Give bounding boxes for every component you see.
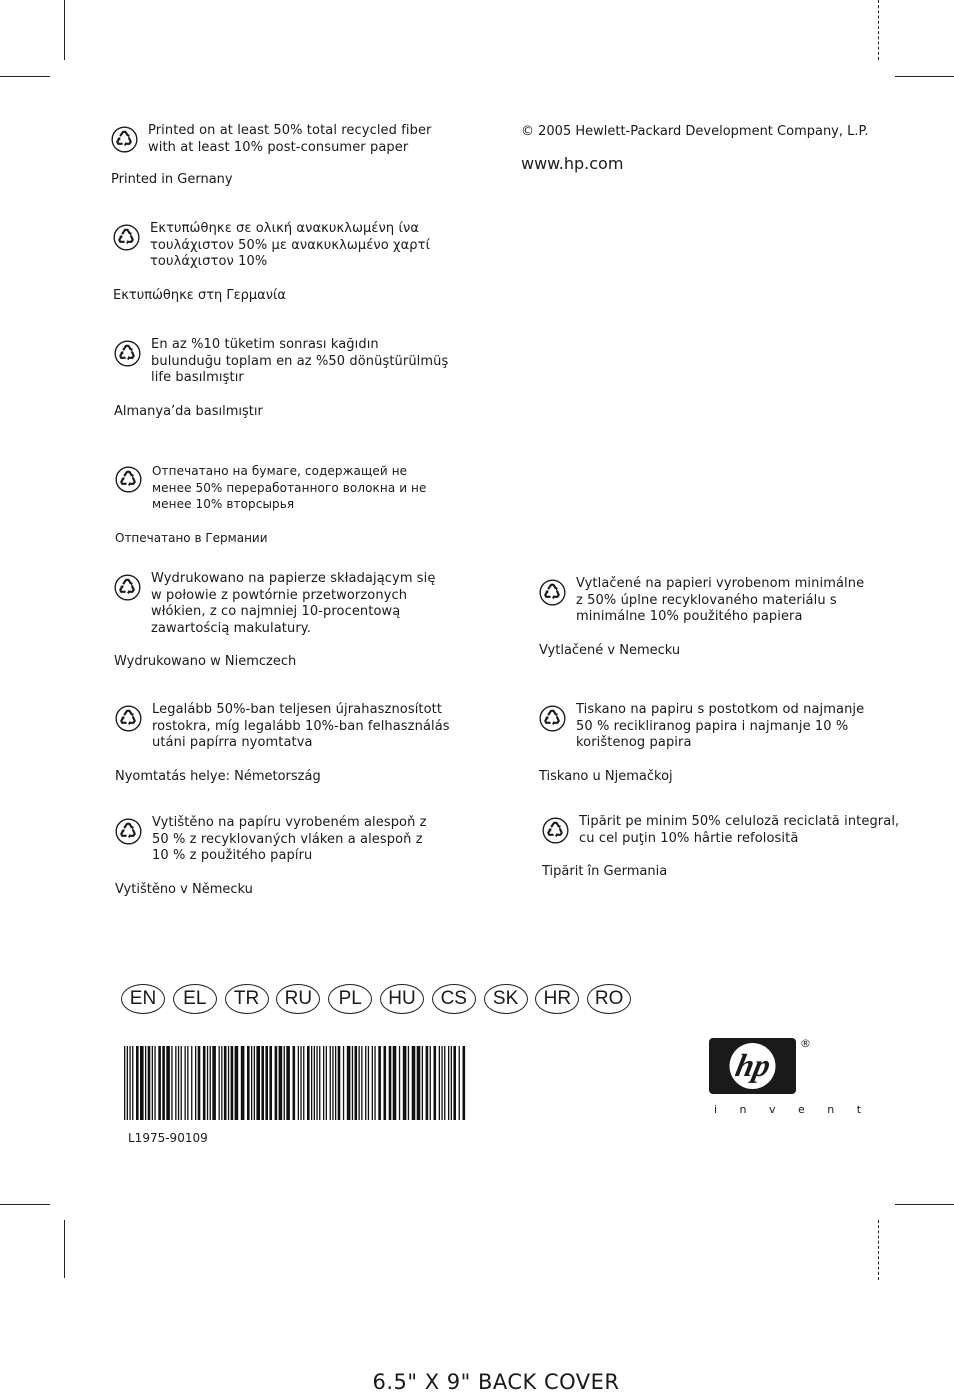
barcode-bar xyxy=(210,1046,211,1120)
barcode-bar xyxy=(261,1046,264,1120)
barcode-bar xyxy=(361,1046,362,1120)
recycle-text: Legalább 50%-ban teljesen újrahasznosított rostokra, míg legalább 10%-ban felhasználás utáni papírra nyomtatva xyxy=(152,702,450,751)
barcode-bar xyxy=(178,1046,179,1120)
barcode-bar xyxy=(330,1046,331,1120)
language-code-hr: HR xyxy=(535,984,579,1014)
barcode-bar xyxy=(352,1046,353,1120)
crop-mark xyxy=(0,1204,50,1205)
recycle-text: Отпечатано на бумаге, содержащей не менее 50% переработанного волокна и не менее 10% вторсырья xyxy=(152,464,427,512)
barcode-bar xyxy=(175,1046,176,1120)
printed-location: Almanya’da basılmıştır xyxy=(114,403,263,419)
barcode-bar xyxy=(365,1046,366,1120)
barcode-bar xyxy=(384,1046,387,1120)
barcode-bar xyxy=(251,1046,252,1120)
recycle-text: Tipărit pe minim 50% celuloză reciclată integral, cu cel puţin 10% hârtie refolosită xyxy=(579,814,900,846)
printed-location: Wydrukowano w Niemczech xyxy=(114,654,297,670)
barcode-bar xyxy=(187,1046,188,1120)
barcode-bar xyxy=(300,1046,301,1120)
barcode-bar xyxy=(374,1046,375,1120)
barcode-bar xyxy=(228,1046,229,1120)
logo-tagline: i n v e n t xyxy=(714,1103,871,1116)
recycle-notice-en xyxy=(111,123,432,188)
printed-location: Nyomtatás helye: Németország xyxy=(115,768,321,784)
recycle-icon xyxy=(115,818,142,845)
crop-mark xyxy=(64,0,65,60)
recycle-notice-ro xyxy=(542,814,899,880)
barcode-bar xyxy=(269,1046,272,1120)
crop-mark xyxy=(0,76,50,77)
crop-mark xyxy=(878,0,880,60)
barcode-bar xyxy=(399,1046,400,1120)
barcode-bar xyxy=(311,1046,312,1120)
recycle-icon xyxy=(115,466,142,493)
barcode-bar xyxy=(171,1046,172,1120)
printed-location: Tiskano u Njemačkoj xyxy=(539,768,673,784)
barcode xyxy=(123,1046,467,1120)
barcode-bar xyxy=(303,1046,304,1120)
language-code-el: EL xyxy=(173,984,217,1014)
barcode-bar xyxy=(284,1046,285,1120)
language-code-ru: RU xyxy=(276,984,320,1014)
hp-logo-box xyxy=(709,1038,796,1094)
recycle-text: Vytlačené na papieri vyrobenom minimálne z 50% úplne recyklovaného materiálu s minimálne 10% použitého papiera xyxy=(576,576,865,625)
barcode-bar xyxy=(319,1046,320,1120)
barcode-bar xyxy=(343,1046,344,1120)
barcode-bar xyxy=(241,1046,245,1120)
barcode-bar xyxy=(441,1046,442,1120)
barcode-bar xyxy=(235,1046,239,1120)
recycle-notice-sk xyxy=(539,576,864,659)
barcode-bar xyxy=(426,1046,429,1120)
barcode-bar xyxy=(439,1046,440,1120)
barcode-bar xyxy=(279,1046,283,1120)
recycle-notice-hu xyxy=(115,702,450,785)
barcode-bar xyxy=(254,1046,255,1120)
barcode-bar xyxy=(298,1046,299,1120)
barcode-bar xyxy=(275,1046,278,1120)
recycle-notice-hr xyxy=(539,702,864,785)
barcode-bar xyxy=(393,1046,397,1120)
barcode-bar xyxy=(359,1046,360,1120)
recycle-icon xyxy=(539,579,566,606)
barcode-bar xyxy=(372,1046,373,1120)
barcode-bar xyxy=(355,1046,358,1120)
recycle-text: En az %10 tüketim sonrası kağıdın bulunduğu toplam en az %50 dönüştürülmüş life basılmıştır xyxy=(151,337,449,386)
barcode-bar xyxy=(154,1046,155,1120)
barcode-bar xyxy=(224,1046,227,1120)
barcode-bar xyxy=(129,1046,130,1120)
barcode-bar xyxy=(162,1046,165,1120)
barcode-bar xyxy=(338,1046,341,1120)
recycle-icon xyxy=(114,574,141,601)
crop-mark xyxy=(895,76,954,77)
barcode-bar xyxy=(417,1046,421,1120)
barcode-bar xyxy=(145,1046,146,1120)
barcode-bar xyxy=(132,1046,133,1120)
barcode-bar xyxy=(314,1046,315,1120)
barcode-bar xyxy=(463,1046,466,1120)
barcode-bar xyxy=(191,1046,192,1120)
barcode-bar xyxy=(231,1046,234,1120)
recycle-icon xyxy=(111,126,138,153)
barcode-bar xyxy=(198,1046,201,1120)
language-code-hu: HU xyxy=(380,984,424,1014)
barcode-bar xyxy=(316,1046,317,1120)
recycle-icon xyxy=(539,705,566,732)
recycle-notice-ru xyxy=(115,463,426,546)
printed-location: Vytištěno v Německu xyxy=(115,881,253,897)
barcode-bar xyxy=(219,1046,220,1120)
language-code-cs: CS xyxy=(432,984,476,1014)
barcode-bar xyxy=(293,1046,296,1120)
barcode-bar xyxy=(148,1046,151,1120)
barcode-bar xyxy=(323,1046,324,1120)
part-number: L1975-90109 xyxy=(128,1131,208,1145)
crop-mark xyxy=(878,1220,880,1280)
barcode-bar xyxy=(124,1046,125,1120)
language-code-pl: PL xyxy=(328,984,372,1014)
printed-location: Εκτυπώθηκε στη Γερμανία xyxy=(113,287,286,303)
barcode-bar xyxy=(332,1046,333,1120)
recycle-notice-pl xyxy=(114,571,436,670)
language-code-ro: RO xyxy=(587,984,631,1014)
recycle-text: Wydrukowano na papierze składającym się w połowie z powtórnie przetworzonych włókien, z co najmniej 10-procentową zawartością makulatury. xyxy=(151,571,436,636)
svg-text:hp: hp xyxy=(732,1047,774,1083)
recycle-icon xyxy=(115,705,142,732)
barcode-bar xyxy=(430,1046,431,1120)
barcode-bar xyxy=(181,1046,182,1120)
recycle-text: Printed on at least 50% total recycled fiber with at least 10% post-consumer paper xyxy=(148,123,432,155)
barcode-bar xyxy=(434,1046,437,1120)
recycle-notice-cs xyxy=(115,815,427,898)
barcode-bar xyxy=(247,1046,250,1120)
barcode-bar xyxy=(158,1046,161,1120)
crop-mark xyxy=(64,1220,65,1278)
barcode-bar xyxy=(212,1046,216,1120)
barcode-bar xyxy=(203,1046,206,1120)
recycle-text: Vytištěno na papíru vyrobeném alespoň z 50 % z recyklovaných vláken a alespoň z 10 % z použitého papíru xyxy=(152,815,427,864)
cover-size-label: 6.5" X 9" BACK COVER xyxy=(372,1370,620,1394)
language-code-sk: SK xyxy=(484,984,528,1014)
barcode-bar xyxy=(221,1046,222,1120)
printed-location: Отпечатано в Германии xyxy=(115,530,268,545)
printed-location: Tipărit în Germania xyxy=(542,864,668,880)
registered-mark: ® xyxy=(800,1037,811,1050)
language-code-en: EN xyxy=(121,984,165,1014)
language-code-tr: TR xyxy=(225,984,269,1014)
hp-logo-mark xyxy=(709,1038,796,1094)
recycle-notice-tr xyxy=(114,337,448,420)
barcode-bar xyxy=(140,1046,144,1120)
recycle-icon xyxy=(113,224,140,251)
recycle-text: Tiskano na papiru s postotkom od najmanje 50 % recikliranog papira i najmanje 10 % korištenog papira xyxy=(576,702,865,751)
barcode-bar xyxy=(422,1046,423,1120)
barcode-bar xyxy=(389,1046,392,1120)
barcode-bar xyxy=(368,1046,369,1120)
barcode-bar xyxy=(256,1046,260,1120)
printed-location: Printed in Gernany xyxy=(111,172,233,188)
barcode-bar xyxy=(286,1046,290,1120)
barcode-bar xyxy=(403,1046,407,1120)
barcode-bar xyxy=(185,1046,186,1120)
barcode-bar xyxy=(207,1046,208,1120)
barcode-bar xyxy=(459,1046,460,1120)
barcode-bar xyxy=(265,1046,268,1120)
barcode-bar xyxy=(166,1046,170,1120)
barcode-bar xyxy=(152,1046,153,1120)
barcode-bar xyxy=(408,1046,409,1120)
printed-location: Vytlačené v Nemecku xyxy=(539,642,681,658)
hp-logo xyxy=(709,1038,796,1094)
barcode-bar xyxy=(127,1046,128,1120)
recycle-notice-el xyxy=(113,221,430,304)
recycle-icon xyxy=(114,340,141,367)
barcode-bar xyxy=(412,1046,416,1120)
barcode-bar xyxy=(444,1046,445,1120)
barcode-bar xyxy=(326,1046,327,1120)
website-link[interactable]: www.hp.com xyxy=(521,154,624,173)
barcode-bar xyxy=(378,1046,381,1120)
barcode-bar xyxy=(195,1046,196,1120)
barcode-bar xyxy=(136,1046,139,1120)
recycle-text: Εκτυπώθηκε σε ολική ανακυκλωμένη ίνα τουλάχιστον 50% με ανακυκλωμένο χαρτί τουλάχιστον 10% xyxy=(150,221,431,270)
barcode-bar xyxy=(307,1046,310,1120)
copyright-notice: © 2005 Hewlett-Packard Development Company, L.P. xyxy=(521,124,869,139)
crop-mark xyxy=(895,1204,954,1205)
recycle-icon xyxy=(542,817,569,844)
barcode-bar xyxy=(451,1046,452,1120)
barcode-bar xyxy=(347,1046,351,1120)
language-codes xyxy=(121,984,639,1014)
barcode-bar xyxy=(335,1046,336,1120)
barcode-bar xyxy=(448,1046,449,1120)
barcode-bar xyxy=(453,1046,456,1120)
